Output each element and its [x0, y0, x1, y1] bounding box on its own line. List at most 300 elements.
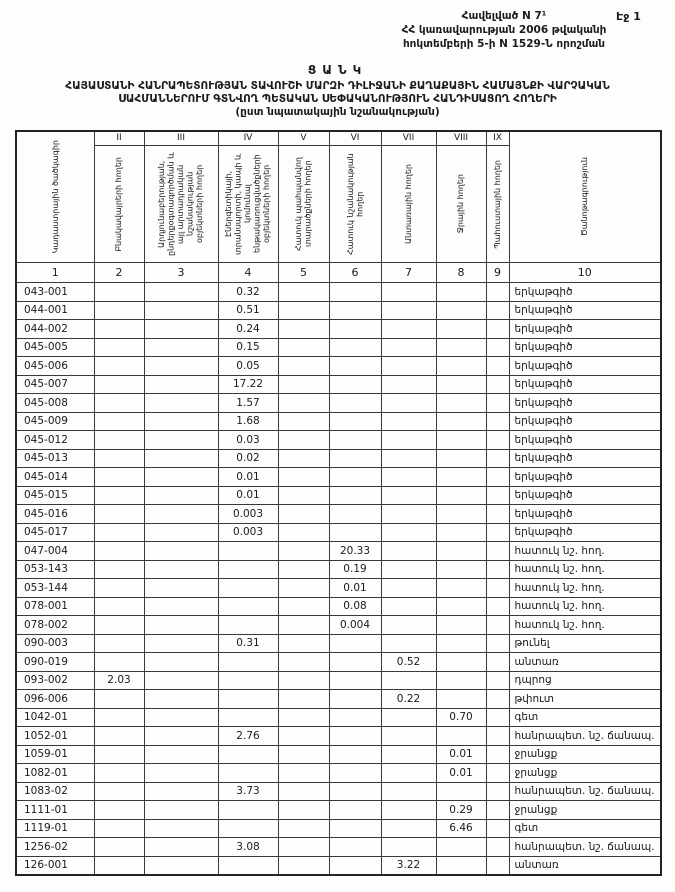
value-cell: [436, 560, 486, 579]
value-cell: [144, 708, 218, 727]
value-cell: [218, 653, 278, 672]
value-cell: [144, 357, 218, 376]
value-cell: [278, 542, 329, 561]
value-cell: [381, 394, 436, 413]
value-cell: 0.08: [329, 597, 381, 616]
value-cell: [278, 560, 329, 579]
note-cell: հատուկ նշ. հող.: [509, 597, 661, 616]
value-cell: [329, 671, 381, 690]
value-cell: [381, 634, 436, 653]
value-cell: 0.19: [329, 560, 381, 579]
table-row: [16, 671, 661, 690]
note-cell: երկաթգիծ: [509, 412, 661, 431]
value-cell: [144, 449, 218, 468]
value-cell: [329, 375, 381, 394]
note-cell: երկաթգիծ: [509, 338, 661, 357]
value-cell: [144, 468, 218, 487]
value-cell: [436, 838, 486, 857]
value-cell: 0.01: [218, 486, 278, 505]
column-number: 2: [94, 263, 144, 283]
cadastral-code-cell: 045-012: [16, 431, 94, 450]
table-body: [16, 283, 661, 876]
cadastral-code-cell: 053-143: [16, 560, 94, 579]
value-cell: [218, 579, 278, 598]
note-cell: երկաթգիծ: [509, 301, 661, 320]
roman-numeral: VII: [381, 131, 436, 146]
value-cell: [381, 708, 436, 727]
column-number: 7: [381, 263, 436, 283]
cadastral-code-cell: 045-016: [16, 505, 94, 524]
value-cell: [278, 468, 329, 487]
table-row: [16, 579, 661, 598]
value-cell: [144, 727, 218, 746]
value-cell: 0.003: [218, 523, 278, 542]
value-cell: [436, 634, 486, 653]
value-cell: [278, 616, 329, 635]
cadastral-code-cell: 126-001: [16, 856, 94, 875]
value-cell: [218, 764, 278, 783]
value-cell: [486, 764, 509, 783]
value-cell: [381, 523, 436, 542]
note-cell: ջրանցք: [509, 801, 661, 820]
value-cell: [381, 449, 436, 468]
value-cell: [144, 486, 218, 505]
value-cell: 6.46: [436, 819, 486, 838]
land-table: [15, 130, 662, 876]
value-cell: [94, 431, 144, 450]
value-cell: [94, 320, 144, 339]
note-cell: երկաթգիծ: [509, 394, 661, 413]
table-row: [16, 856, 661, 875]
value-cell: [94, 727, 144, 746]
table-row: [16, 634, 661, 653]
value-cell: [486, 357, 509, 376]
note-cell: երկաթգիծ: [509, 357, 661, 376]
value-cell: [94, 394, 144, 413]
cadastral-code-cell: 045-015: [16, 486, 94, 505]
note-cell: ջրանցք: [509, 745, 661, 764]
note-cell: թփուտ: [509, 690, 661, 709]
value-cell: [486, 394, 509, 413]
table-row: [16, 394, 661, 413]
value-cell: [381, 745, 436, 764]
note-cell: թունել: [509, 634, 661, 653]
value-cell: [436, 357, 486, 376]
note-cell: հատուկ նշ. հող.: [509, 616, 661, 635]
value-cell: [486, 727, 509, 746]
value-cell: 1.68: [218, 412, 278, 431]
value-cell: [278, 505, 329, 524]
column-header-settlement-lands: Բնակավայրերի հողեր: [94, 146, 144, 263]
cadastral-code-cell: 045-005: [16, 338, 94, 357]
value-cell: [278, 708, 329, 727]
column-header-energy-transport-lands: Էներգետիկայի, տրանսպորտի, կապի և կոմունալ ենթակառուցվածքների օբյեկտների հողեր: [218, 146, 278, 263]
value-cell: [278, 671, 329, 690]
roman-numeral: VIII: [436, 131, 486, 146]
value-cell: [94, 819, 144, 838]
value-cell: [278, 579, 329, 598]
table-row: [16, 597, 661, 616]
value-cell: [218, 708, 278, 727]
note-cell: հատուկ նշ. հող.: [509, 542, 661, 561]
value-cell: [94, 616, 144, 635]
value-cell: [144, 283, 218, 302]
value-cell: [381, 560, 436, 579]
table-row: [16, 819, 661, 838]
roman-numeral: V: [278, 131, 329, 146]
value-cell: [94, 486, 144, 505]
value-cell: [144, 653, 218, 672]
value-cell: [144, 338, 218, 357]
value-cell: [94, 375, 144, 394]
value-cell: [381, 468, 436, 487]
title-block: [0, 63, 675, 119]
cadastral-code-cell: 078-002: [16, 616, 94, 635]
note-cell: ջրանցք: [509, 764, 661, 783]
value-cell: [329, 856, 381, 875]
value-cell: [278, 634, 329, 653]
value-cell: [144, 523, 218, 542]
table-row: [16, 708, 661, 727]
value-cell: [329, 690, 381, 709]
value-cell: [486, 838, 509, 857]
value-cell: [94, 782, 144, 801]
value-cell: [278, 357, 329, 376]
value-cell: [486, 375, 509, 394]
value-cell: [381, 819, 436, 838]
cadastral-code-cell: 045-017: [16, 523, 94, 542]
note-cell: երկաթգիծ: [509, 283, 661, 302]
cadastral-code-cell: 093-002: [16, 671, 94, 690]
value-cell: [436, 320, 486, 339]
page-number-label: Էջ 1: [616, 10, 641, 23]
value-cell: [381, 838, 436, 857]
value-cell: [94, 801, 144, 820]
value-cell: [278, 412, 329, 431]
doc-subtitle-line: (ըստ նպատակային նշանակության): [235, 106, 440, 119]
value-cell: 0.01: [436, 764, 486, 783]
note-cell: դպրոց: [509, 671, 661, 690]
value-cell: [144, 431, 218, 450]
value-cell: [486, 579, 509, 598]
table-row: [16, 727, 661, 746]
value-cell: [94, 505, 144, 524]
value-cell: [329, 301, 381, 320]
value-cell: [486, 819, 509, 838]
note-cell: երկաթգիծ: [509, 320, 661, 339]
value-cell: 0.51: [218, 301, 278, 320]
roman-numeral: IX: [486, 131, 509, 146]
value-cell: [144, 690, 218, 709]
value-cell: [436, 301, 486, 320]
value-cell: [381, 505, 436, 524]
appendix-line: հոկտեմբերի 5-ի N 1529-Ն որոշման: [402, 38, 606, 51]
cadastral-code-cell: 096-006: [16, 690, 94, 709]
doc-title: ՑԱՆԿ: [307, 63, 368, 77]
value-cell: 17.22: [218, 375, 278, 394]
table-row: [16, 431, 661, 450]
value-cell: [486, 523, 509, 542]
value-cell: [218, 745, 278, 764]
column-header-reserve-lands: Պահուստային հողեր: [486, 146, 509, 263]
column-header-industrial-lands: Արդյունաբերության, ընդերքօգտագործման և այլ արտադրական նշանակության օբյեկտների հողեր: [144, 146, 218, 263]
value-cell: [94, 653, 144, 672]
value-cell: 0.004: [329, 616, 381, 635]
value-cell: [436, 523, 486, 542]
value-cell: [94, 634, 144, 653]
value-cell: [436, 412, 486, 431]
cadastral-code-cell: 044-002: [16, 320, 94, 339]
column-number: 8: [436, 263, 486, 283]
value-cell: [329, 764, 381, 783]
value-cell: [436, 542, 486, 561]
column-number: 4: [218, 263, 278, 283]
cadastral-code-cell: 047-004: [16, 542, 94, 561]
roman-numeral: VI: [329, 131, 381, 146]
value-cell: [278, 338, 329, 357]
value-cell: [144, 801, 218, 820]
value-cell: [144, 542, 218, 561]
value-cell: [278, 653, 329, 672]
table-row: [16, 560, 661, 579]
value-cell: [94, 523, 144, 542]
value-cell: [94, 764, 144, 783]
value-cell: [486, 301, 509, 320]
value-cell: [329, 394, 381, 413]
value-cell: [486, 468, 509, 487]
value-cell: [436, 283, 486, 302]
value-cell: 0.24: [218, 320, 278, 339]
value-cell: [329, 523, 381, 542]
value-cell: [381, 338, 436, 357]
value-cell: [329, 634, 381, 653]
table-row: [16, 782, 661, 801]
value-cell: [486, 542, 509, 561]
value-cell: [381, 616, 436, 635]
value-cell: [278, 375, 329, 394]
value-cell: [278, 819, 329, 838]
value-cell: [486, 801, 509, 820]
roman-numeral: III: [144, 131, 218, 146]
value-cell: 0.29: [436, 801, 486, 820]
value-cell: [436, 338, 486, 357]
value-cell: 0.70: [436, 708, 486, 727]
value-cell: [144, 764, 218, 783]
note-cell: երկաթգիծ: [509, 375, 661, 394]
value-cell: [94, 579, 144, 598]
value-cell: [381, 375, 436, 394]
column-number: 1: [16, 263, 94, 283]
value-cell: [486, 708, 509, 727]
value-cell: [381, 412, 436, 431]
value-cell: [329, 653, 381, 672]
value-cell: [144, 819, 218, 838]
cadastral-code-cell: 090-003: [16, 634, 94, 653]
value-cell: 20.33: [329, 542, 381, 561]
table-row: [16, 357, 661, 376]
column-header-cadastral-code: Կադաստրային ծածկագիր: [16, 131, 94, 263]
value-cell: [144, 412, 218, 431]
value-cell: [218, 616, 278, 635]
cadastral-code-cell: 043-001: [16, 283, 94, 302]
note-cell: անտառ: [509, 653, 661, 672]
value-cell: [144, 320, 218, 339]
value-cell: [486, 671, 509, 690]
note-cell: երկաթգիծ: [509, 505, 661, 524]
value-cell: [381, 357, 436, 376]
value-cell: [329, 357, 381, 376]
value-cell: [218, 819, 278, 838]
value-cell: [278, 801, 329, 820]
value-cell: [278, 301, 329, 320]
table-row: [16, 283, 661, 302]
table-row: [16, 468, 661, 487]
note-cell: երկաթգիծ: [509, 449, 661, 468]
value-cell: [144, 560, 218, 579]
value-cell: [381, 542, 436, 561]
value-cell: [278, 449, 329, 468]
table-row: [16, 486, 661, 505]
value-cell: [436, 449, 486, 468]
value-cell: [278, 856, 329, 875]
value-cell: [486, 431, 509, 450]
value-cell: [329, 745, 381, 764]
value-cell: 0.01: [436, 745, 486, 764]
value-cell: 0.03: [218, 431, 278, 450]
value-cell: 0.02: [218, 449, 278, 468]
value-cell: [144, 856, 218, 875]
appendix-line: Հավելված N 7¹: [461, 10, 547, 22]
value-cell: [144, 301, 218, 320]
column-number-row: [16, 263, 661, 283]
cadastral-code-cell: 078-001: [16, 597, 94, 616]
value-cell: [486, 856, 509, 875]
value-cell: [218, 690, 278, 709]
table-row: [16, 542, 661, 561]
note-cell: գետ: [509, 819, 661, 838]
cadastral-code-cell: 045-014: [16, 468, 94, 487]
value-cell: [381, 486, 436, 505]
table-row: [16, 616, 661, 635]
value-cell: [94, 357, 144, 376]
value-cell: [278, 486, 329, 505]
table-row: [16, 764, 661, 783]
value-cell: [436, 616, 486, 635]
table-row: [16, 449, 661, 468]
cadastral-code-cell: 1059-01: [16, 745, 94, 764]
doc-subtitle-line: ՀԱՅԱՍՏԱՆԻ ՀԱՆՐԱՊԵՏՈՒԹՅԱՆ ՏԱՎՈՒՇԻ ՄԱՐԶԻ ԴԻԼԻՋԱՆԻ ՔԱՂԱՔԱՅԻՆ ՀԱՄԱՅՆՔԻ ՎԱՐՉԱԿԱՆ: [65, 80, 610, 92]
value-cell: [329, 727, 381, 746]
cadastral-code-cell: 1119-01: [16, 819, 94, 838]
note-cell: երկաթգիծ: [509, 468, 661, 487]
value-cell: [218, 671, 278, 690]
cadastral-code-cell: 044-001: [16, 301, 94, 320]
value-cell: [144, 579, 218, 598]
value-cell: [436, 597, 486, 616]
column-number: 9: [486, 263, 509, 283]
value-cell: [329, 320, 381, 339]
note-cell: երկաթգիծ: [509, 486, 661, 505]
value-cell: [381, 671, 436, 690]
table-row: [16, 690, 661, 709]
column-header-protected-area-lands: Հատուկ պահպանվող տարածքների հողեր: [278, 146, 329, 263]
note-cell: երկաթգիծ: [509, 431, 661, 450]
value-cell: [436, 505, 486, 524]
cadastral-code-cell: 045-009: [16, 412, 94, 431]
value-cell: [278, 597, 329, 616]
column-number: 10: [509, 263, 661, 283]
note-cell: գետ: [509, 708, 661, 727]
value-cell: 3.73: [218, 782, 278, 801]
cadastral-code-cell: 045-008: [16, 394, 94, 413]
value-cell: [94, 597, 144, 616]
table-row: [16, 653, 661, 672]
value-cell: [144, 375, 218, 394]
value-cell: [94, 412, 144, 431]
value-cell: [486, 283, 509, 302]
column-header-special-purpose-lands: Հատուկ նշանակության հողեր: [329, 146, 381, 263]
table-row: [16, 301, 661, 320]
value-cell: [381, 764, 436, 783]
value-cell: [329, 782, 381, 801]
table-row: [16, 338, 661, 357]
value-cell: [486, 782, 509, 801]
value-cell: [486, 412, 509, 431]
roman-numeral: II: [94, 131, 144, 146]
note-cell: երկաթգիծ: [509, 523, 661, 542]
value-cell: [94, 745, 144, 764]
value-cell: [436, 653, 486, 672]
cadastral-code-cell: 1082-01: [16, 764, 94, 783]
value-cell: [218, 801, 278, 820]
value-cell: [329, 486, 381, 505]
value-cell: [381, 597, 436, 616]
value-cell: [329, 431, 381, 450]
value-cell: [144, 838, 218, 857]
roman-numeral: IV: [218, 131, 278, 146]
table-row: [16, 523, 661, 542]
value-cell: [94, 708, 144, 727]
value-cell: [381, 782, 436, 801]
value-cell: [144, 597, 218, 616]
value-cell: [218, 856, 278, 875]
value-cell: [94, 542, 144, 561]
value-cell: [329, 338, 381, 357]
value-cell: [436, 856, 486, 875]
value-cell: [486, 597, 509, 616]
note-cell: հանրապետ. նշ. ճանապ.: [509, 782, 661, 801]
value-cell: [218, 542, 278, 561]
value-cell: [436, 690, 486, 709]
value-cell: 0.01: [329, 579, 381, 598]
table-row: [16, 412, 661, 431]
roman-numeral-row: [16, 131, 661, 146]
table-row: [16, 745, 661, 764]
value-cell: 0.22: [381, 690, 436, 709]
value-cell: [381, 283, 436, 302]
value-cell: [94, 338, 144, 357]
value-cell: [486, 486, 509, 505]
column-header-water-lands: Ջրային հողեր: [436, 146, 486, 263]
value-cell: [218, 560, 278, 579]
value-cell: [144, 505, 218, 524]
value-cell: [278, 838, 329, 857]
cadastral-code-cell: 1052-01: [16, 727, 94, 746]
value-cell: [278, 745, 329, 764]
value-cell: [381, 301, 436, 320]
value-cell: [94, 856, 144, 875]
value-cell: [278, 283, 329, 302]
